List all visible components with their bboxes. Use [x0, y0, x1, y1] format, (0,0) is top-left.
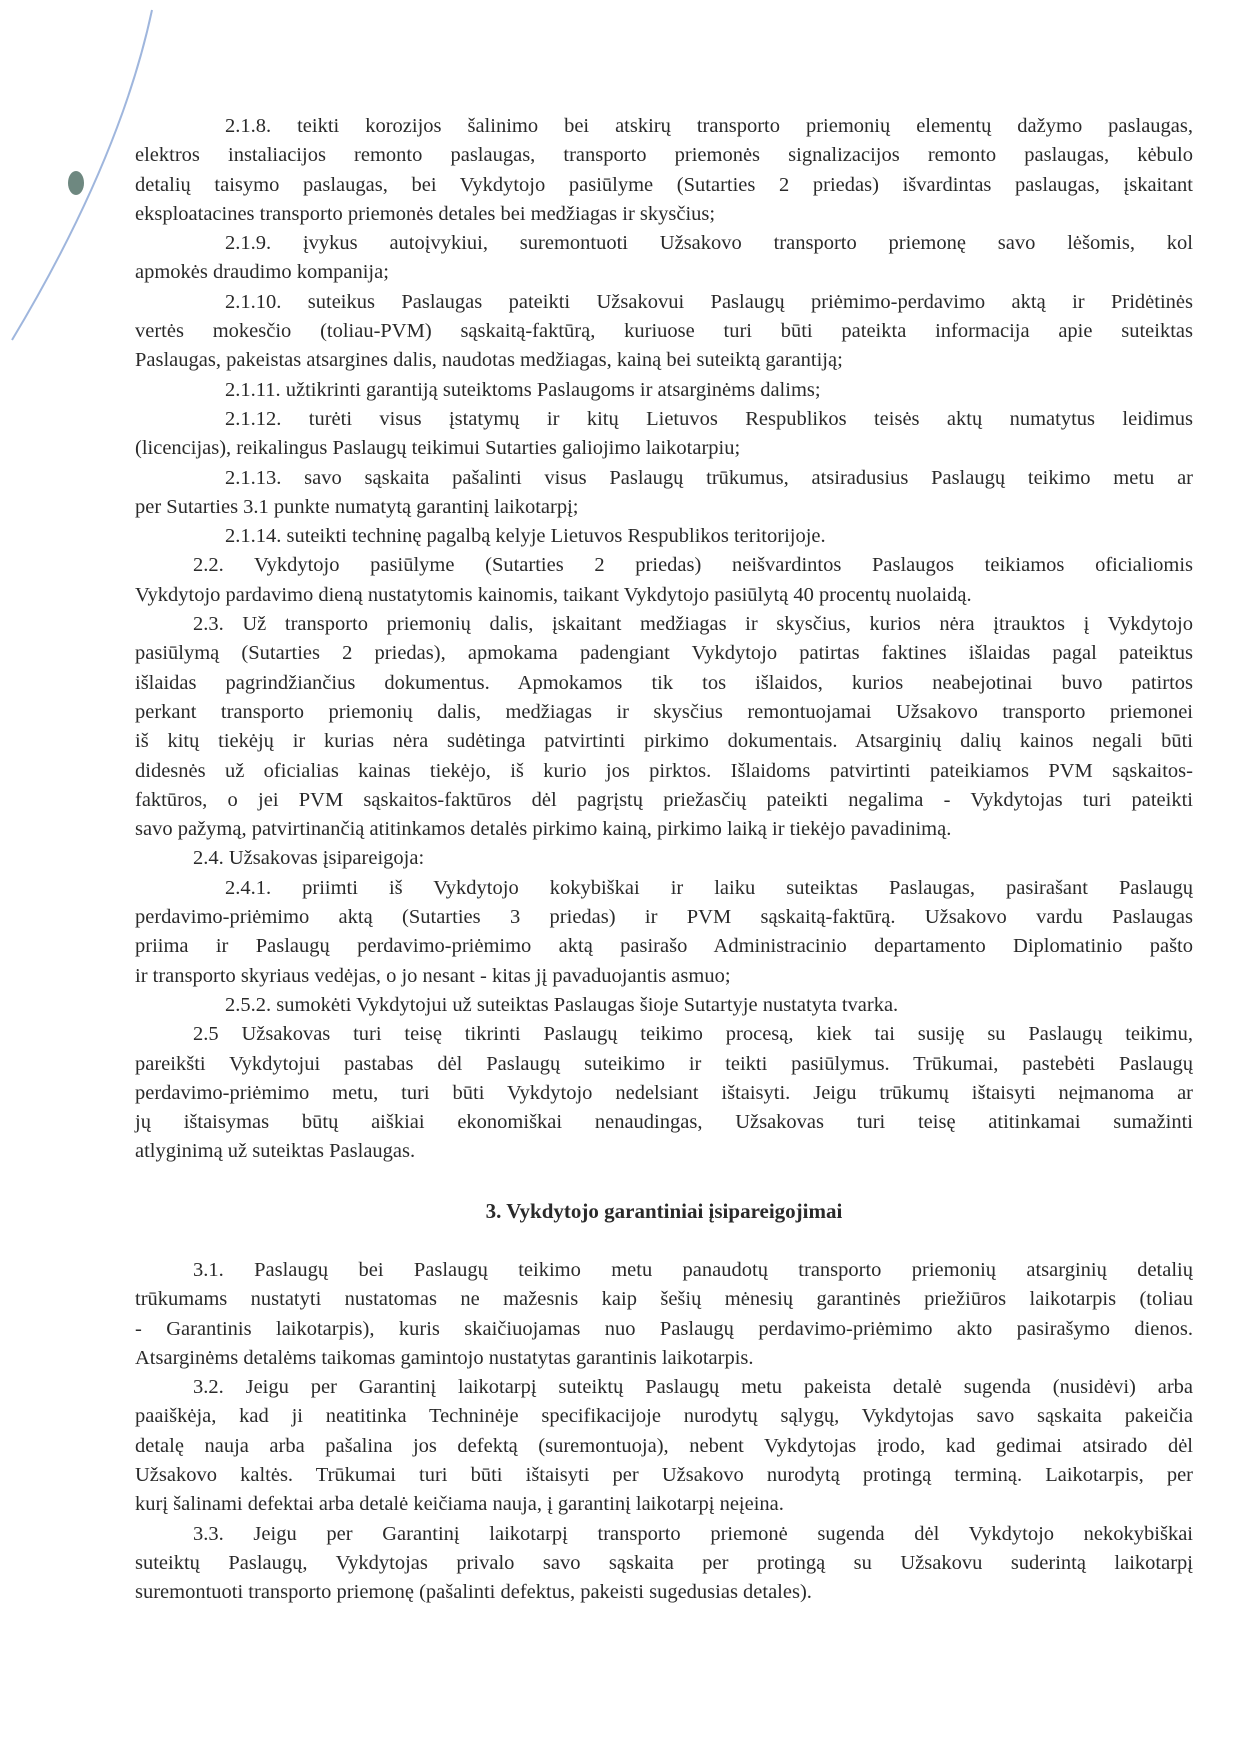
paragraph: [135, 1256, 1193, 1373]
text-line: 2.1.12. turėti visus įstatymų ir kitų Lietuvos Respublikos teisės aktų numatytus leidimus: [225, 407, 1193, 430]
section-3-body: [135, 1256, 1193, 1608]
text-line: suremontuoti transporto priemonę (pašalinti defektus, pakeisti sugedusias detales).: [135, 1581, 812, 1604]
paragraph: [135, 112, 1193, 229]
section-2-body: [135, 112, 1193, 1167]
text-line: 3.1. Paslaugų bei Paslaugų teikimo metu panaudotų transporto priemonių atsarginių detalių: [193, 1258, 1193, 1281]
paragraph: [135, 1020, 1193, 1166]
text-line: vertės mokesčio (toliau-PVM) sąskaitą-faktūrą, kuriuose turi būti pateikta informacija apie suteiktas: [135, 320, 1193, 343]
text-line: paaiškėja, kad ji neatitinka Techninėje specifikacijoje nurodytų sąlygų, Vykdytojas savo sąskaita pakeičia: [135, 1405, 1193, 1428]
section-heading: 3. Vykdytojo garantiniai įsipareigojimai: [485, 1198, 843, 1223]
text-line: pasiūlymą (Sutarties 2 priedas), apmokama padengiant Vykdytojo patirtas faktines išlaidas pagal pateiktus: [135, 642, 1193, 665]
text-line: apmokės draudimo kompanija;: [135, 261, 389, 284]
paragraph: [135, 405, 1193, 464]
text-line: 3.3. Jeigu per Garantinį laikotarpį transporto priemonė sugenda dėl Vykdytojo nekokybiškai: [193, 1522, 1193, 1545]
text-line: 2.1.14. suteikti techninę pagalbą kelyje Lietuvos Respublikos teritorijoje.: [225, 525, 826, 548]
text-line: 2.2. Vykdytojo pasiūlyme (Sutarties 2 priedas) neišvardintos Paslaugos teikiamos oficialiomis: [193, 554, 1193, 577]
text-line: perdavimo-priėmimo metu, turi būti Vykdytojo nedelsiant ištaisyti. Jeigu trūkumų ištaisyti neįmanoma ar: [135, 1081, 1193, 1104]
paragraph: [135, 376, 1193, 405]
text-line: perdavimo-priėmimo aktą (Sutarties 3 priedas) ir PVM sąskaitą-faktūrą. Užsakovo vardu Paslaugas: [135, 906, 1193, 929]
text-line: 2.5 Užsakovas turi teisę tikrinti Paslaugų teikimo procesą, kiek tai susiję su Paslaugų teikimu,: [193, 1023, 1193, 1046]
text-line: 2.1.8. teikti korozijos šalinimo bei atskirų transporto priemonių elementų dažymo paslaugas,: [225, 115, 1193, 137]
text-line: jų ištaisymas būtų aiškiai ekonomiškai nenaudingas, Užsakovas turi teisę atitinkamai sumažinti: [135, 1111, 1193, 1134]
text-line: detalių taisymo paslaugas, bei Vykdytojo pasiūlyme (Sutarties 2 priedas) išvardintas paslaugas, įskaitant: [135, 173, 1193, 196]
text-line: per Sutarties 3.1 punkte numatytą garantinį laikotarpį;: [135, 495, 579, 518]
text-line: elektros instaliacijos remonto paslaugas, transporto priemonės signalizacijos remonto paslaugas, kėbulo: [135, 144, 1193, 167]
text-line: 2.3. Už transporto priemonių dalis, įskaitant medžiagas ir skysčius, kurios nėra įtrauktos į Vykdytojo: [193, 613, 1193, 636]
text-line: - Garantinis laikotarpis), kuris skaičiuojamas nuo Paslaugų perdavimo-priėmimo akto pasirašymo dienos.: [135, 1317, 1193, 1340]
paragraph: [135, 1373, 1193, 1519]
text-line: suteiktų Paslaugų, Vykdytojas privalo savo sąskaita per protingą su Užsakovu suderintą laikotarpį: [135, 1551, 1193, 1574]
pen-stroke: [12, 10, 152, 340]
text-line: ir transporto skyriaus vedėjas, o jo nesant - kitas jį pavaduojantis asmuo;: [135, 964, 731, 987]
text-line: Paslaugas, pakeistas atsargines dalis, naudotas medžiagas, kainą bei suteiktą garantiją;: [135, 349, 843, 372]
text-line: trūkumams nustatyti nustatomas ne mažesnis kaip šešių mėnesių garantinės priežiūros laikotarpis (toliau: [135, 1288, 1193, 1311]
text-line: 2.1.13. savo sąskaita pašalinti visus Paslaugų trūkumus, atsiradusius Paslaugų teikimo metu ar: [225, 466, 1193, 489]
text-line: savo pažymą, patvirtinančią atitinkamos detalės pirkimo kainą, pirkimo laiką ir tiekėjo pavadinimą.: [135, 818, 952, 841]
paragraph: [135, 464, 1193, 523]
paragraph: [135, 1520, 1193, 1608]
text-line: išlaidas pagrindžiančius dokumentus. Apmokamos tik tos išlaidos, kurios neabejotinai buvo patirtos: [135, 671, 1193, 694]
text-line: eksploatacines transporto priemonės detales bei medžiagas ir skysčius;: [135, 202, 716, 225]
text-line: iš kitų tiekėjų ir kurias nėra sudėtinga patvirtinti pirkimo dokumentais. Atsarginių dalių kainos negali būti: [135, 730, 1193, 753]
document-page: [135, 112, 1193, 1608]
text-line: atlyginimą už suteiktas Paslaugas.: [135, 1140, 416, 1163]
text-line: 2.1.9. įvykus autoįvykiui, suremontuoti Užsakovo transporto priemonę savo lėšomis, kol: [225, 232, 1193, 255]
text-line: kurį šalinami defektai arba detalė keičiama nauja, į garantinį laikotarpį neįeina.: [135, 1493, 784, 1516]
paragraph: [135, 991, 1193, 1020]
text-line: pareikšti Vykdytojui pastabas dėl Paslaugų suteikimo ir teikti pasiūlymus. Trūkumai, pastebėti Paslaugų: [135, 1052, 1193, 1075]
text-line: 2.4. Užsakovas įsipareigoja:: [193, 847, 425, 870]
paragraph: [135, 610, 1193, 844]
paragraph: [135, 522, 1193, 551]
text-line: didesnės už oficialias kainas tiekėjo, iš kurio jos pirktos. Išlaidoms patvirtinti pateikiamos PVM sąskaitos-: [135, 759, 1193, 782]
text-line: Atsarginėms detalėms taikomas gamintojo nustatytas garantinis laikotarpis.: [135, 1346, 754, 1369]
text-line: detalę nauja arba pašalina jos defektą (suremontuoja), nebent Vykdytojas įrodo, kad gedimai atsirado dėl: [135, 1434, 1193, 1457]
text-line: (licencijas), reikalingus Paslaugų teikimui Sutarties galiojimo laikotarpiu;: [135, 437, 741, 460]
text-line: 2.4.1. priimti iš Vykdytojo kokybiškai ir laiku suteiktas Paslaugas, pasirašant Paslaugų: [225, 876, 1193, 899]
paragraph: [135, 844, 1193, 873]
text-line: perkant transporto priemonių dalis, medžiagas ir skysčius remontuojamai Užsakovo transporto priemonei: [135, 700, 1193, 723]
text-line: 2.1.11. užtikrinti garantiją suteiktoms Paslaugoms ir atsarginėms dalims;: [225, 378, 821, 401]
paragraph: [135, 874, 1193, 991]
text-line: priima ir Paslaugų perdavimo-priėmimo aktą pasirašo Administracinio departamento Diplomatinio pašto: [135, 935, 1193, 958]
paragraph: [135, 229, 1193, 288]
paragraph: [135, 551, 1193, 610]
text-line: Vykdytojo pardavimo dieną nustatytomis kainomis, taikant Vykdytojo pasiūlytą 40 procentų nuolaidą.: [135, 583, 972, 606]
text-line: 3.2. Jeigu per Garantinį laikotarpį suteiktų Paslaugų metu pakeista detalė sugenda (nusidėvi) arba: [193, 1376, 1193, 1399]
paragraph: [135, 288, 1193, 376]
text-line: 2.5.2. sumokėti Vykdytojui už suteiktas Paslaugas šioje Sutartyje nustatyta tvarka.: [225, 993, 899, 1016]
text-line: Užsakovo kaltės. Trūkumai turi būti ištaisyti per Užsakovo nurodytą protingą terminą. Laikotarpis, per: [135, 1464, 1193, 1487]
text-line: faktūros, o jei PVM sąskaitos-faktūros dėl pagrįstų priežasčių pateikti negalima - Vykdytojas turi pateikti: [135, 788, 1193, 811]
text-line: 2.1.10. suteikus Paslaugas pateikti Užsakovui Paslaugų priėmimo-perdavimo aktą ir Pridėtinės: [225, 290, 1193, 313]
punch-hole-mark: [68, 171, 84, 195]
